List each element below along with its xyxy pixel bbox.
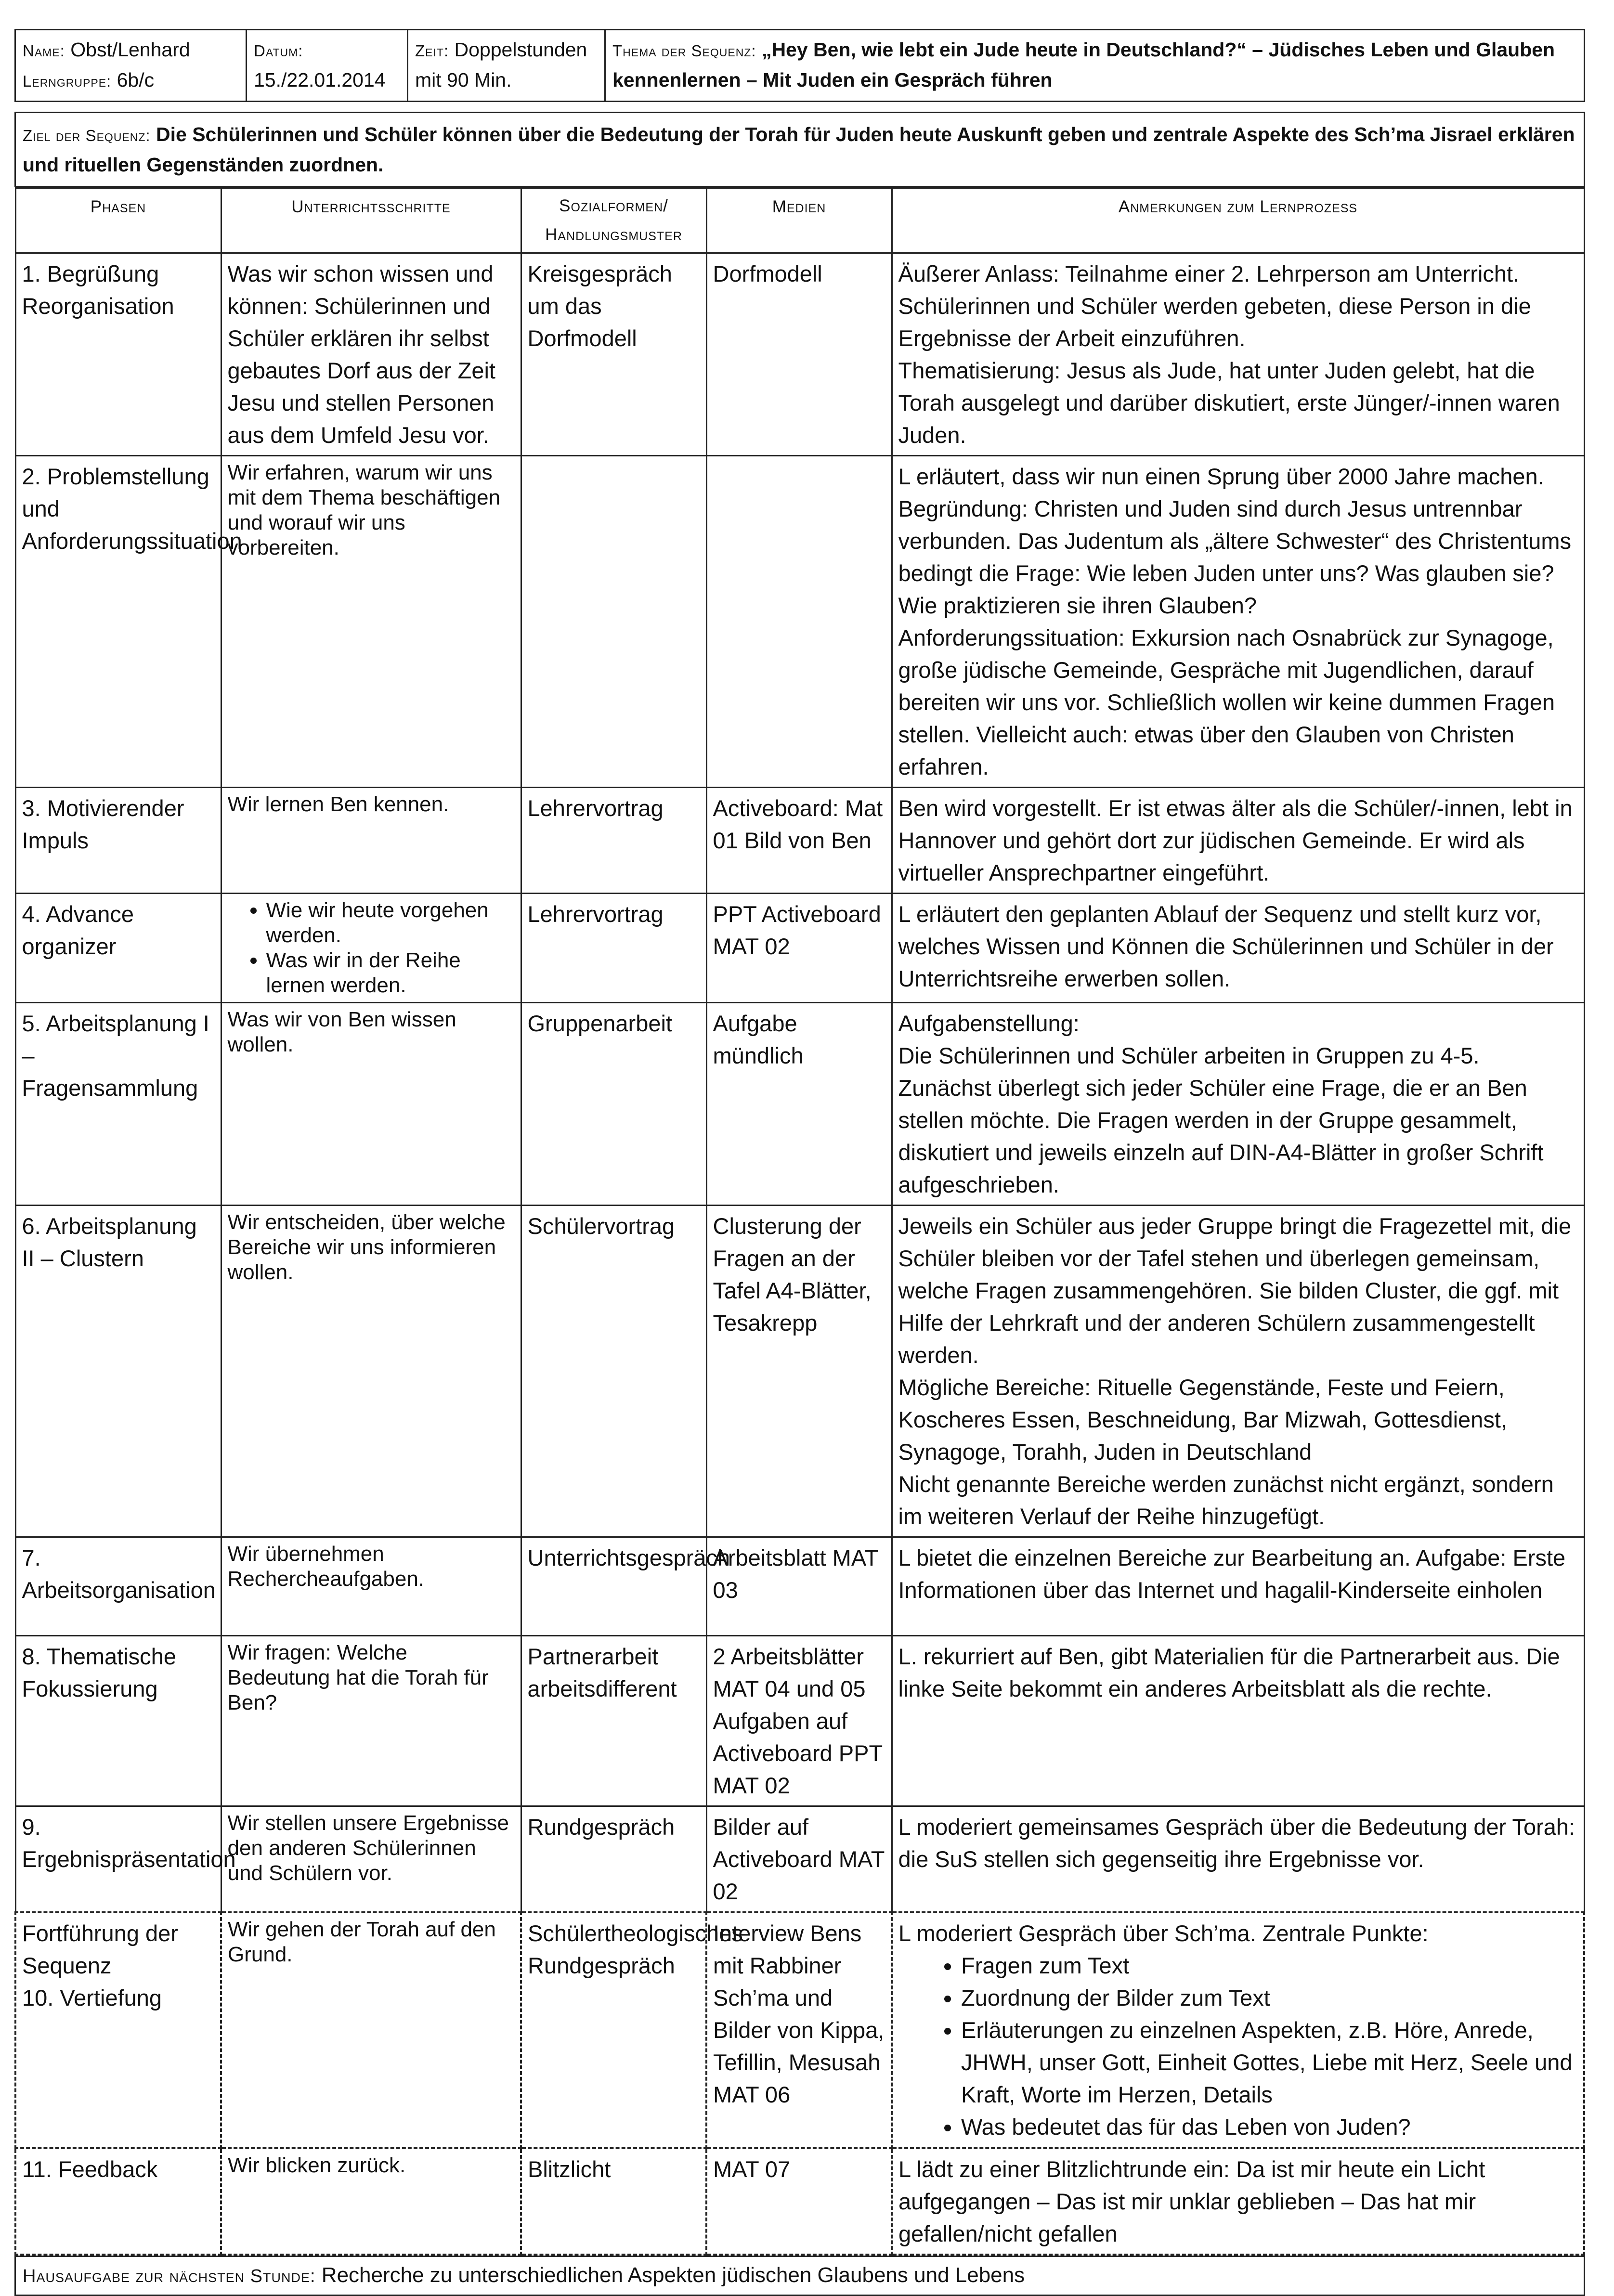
homework-text: Recherche zu unterschiedlichen Aspekten jüdischen Glaubens und Lebens — [321, 2263, 1025, 2287]
phase-cell: 7. Arbeitsorganisation — [15, 1537, 221, 1636]
phase-cell: 8. Thematische Fokussierung — [15, 1636, 221, 1806]
media-cell — [706, 456, 892, 788]
phase-cell: 2. Problemstellung und Anforderungssituation — [15, 456, 221, 788]
col-phases: Phasen — [15, 188, 221, 253]
list-item: • Zuordnung der Bilder zum Text — [961, 1982, 1577, 2014]
table-row — [15, 1912, 1584, 2148]
notes-cell: Ben wird vorgestellt. Er ist etwas älter als die Schüler/-innen, lebt in Hannover und gehört dort zur jüdischen Gemeinde. Er wird als virtueller Ansprechpartner eingeführt. — [892, 788, 1584, 894]
col-notes: Anmerkungen zum Lernprozess — [892, 188, 1584, 253]
steps-cell: Wir übernehmen Rechercheaufgaben. — [221, 1537, 521, 1636]
notes-cell: Jeweils ein Schüler aus jeder Gruppe bringt die Fragezettel mit, die Schüler bleiben vor der Tafel stehen und überlegen gemeinsam, welche Fragen zusammengehören. Sie bilden Cluster, die ggf. mit Hilfe der Lehrkraft und der anderen Schülern zusammengestellt werden. Mögliche Bereiche: Rituelle Gegenstände, Feste und Feiern, Koscheres Essen, Beschneidung, Bar Mizwah, Gottesdienst, Synagoge, Torahh, Juden in Deutschland Nicht genannte Bereiche werden zunächst nicht ergänzt, sondern im weiteren Verlauf der Reihe hinzugefügt. — [892, 1206, 1584, 1537]
table-row — [15, 1537, 1584, 1636]
col-social: Sozialformen/ Handlungsmuster — [521, 188, 706, 253]
media-cell: Arbeitsblatt MAT 03 — [706, 1537, 892, 1636]
table-row — [15, 1806, 1584, 1913]
phase-cell: 4. Advance organizer — [15, 894, 221, 1003]
time-cell: Zeit: Doppelstunden mit 90 Min. — [408, 30, 605, 102]
media-cell: 2 Arbeitsblätter MAT 04 und 05 Aufgaben auf Activeboard PPT MAT 02 — [706, 1636, 892, 1806]
steps-cell: Was wir schon wissen und können: Schülerinnen und Schüler erklären ihr selbst gebautes Dorf aus der Zeit Jesu und stellen Personen aus dem Umfeld Jesu vor. — [221, 253, 521, 456]
col-steps: Unterrichtsschritte — [221, 188, 521, 253]
table-row — [15, 253, 1584, 456]
notes-cell: L moderiert Gespräch über Sch’ma. Zentrale Punkte: • Fragen zum Text • Zuordnung der Bilder zum Text • Erläuterungen zu einzelnen Aspekten, z.B. Höre, Anrede, JHWH, unser Gott, Einheit Gottes, Liebe mit Herz, Seele und Kraft, Worte im Herzen, Details • Was bedeutet das für das Leben von Juden? — [892, 1912, 1584, 2148]
phase-cell: 3. Motivierender Impuls — [15, 788, 221, 894]
social-cell: Rundgespräch — [521, 1806, 706, 1913]
phase-cell: Fortführung der Sequenz 10. Vertiefung — [15, 1912, 221, 2148]
list-item: • Erläuterungen zu einzelnen Aspekten, z.B. Höre, Anrede, JHWH, unser Gott, Einheit Gottes, Liebe mit Herz, Seele und Kraft, Worte im Herzen, Details — [961, 2014, 1577, 2111]
phases-table — [14, 187, 1585, 2256]
goal-table — [14, 112, 1585, 187]
media-cell: MAT 07 — [706, 2148, 892, 2255]
list-item: • Fragen zum Text — [961, 1949, 1577, 1982]
social-cell: Blitzlicht — [521, 2148, 706, 2255]
table-row — [15, 2148, 1584, 2255]
steps-list — [228, 898, 515, 998]
list-item: • Was wir in der Reihe lernen werden. — [266, 948, 515, 998]
table-row — [15, 456, 1584, 788]
notes-list — [898, 1949, 1577, 2143]
steps-cell: Wir stellen unsere Ergebnisse den anderen Schülerinnen und Schülern vor. — [221, 1806, 521, 1913]
media-cell: PPT Activeboard MAT 02 — [706, 894, 892, 1003]
steps-cell: Was wir von Ben wissen wollen. — [221, 1003, 521, 1206]
table-row — [15, 788, 1584, 894]
list-item: • Was bedeutet das für das Leben von Juden? — [961, 2111, 1577, 2143]
date-value: 15./22.01.2014 — [254, 69, 386, 91]
steps-cell: Wir entscheiden, über welche Bereiche wir uns informieren wollen. — [221, 1206, 521, 1537]
steps-cell: Wir lernen Ben kennen. — [221, 788, 521, 894]
lesson-plan-page — [14, 29, 1585, 2296]
time-value: Doppelstunden mit 90 Min. — [415, 39, 587, 91]
notes-cell: Aufgabenstellung: Die Schülerinnen und Schüler arbeiten in Gruppen zu 4-5. Zunächst überlegt sich jeder Schüler eine Frage, die er an Ben stellen möchte. Die Fragen werden in der Gruppe gesammelt, diskutiert und jeweils einzeln auf DIN-A4-Blätter in großer Schrift aufgeschrieben. — [892, 1003, 1584, 1206]
notes-cell: L erläutert den geplanten Ablauf der Sequenz und stellt kurz vor, welches Wissen und Können die Schülerinnen und Schüler in der Unterrichtsreihe erwerben sollen. — [892, 894, 1584, 1003]
table-row — [15, 1003, 1584, 1206]
media-cell: Clusterung der Fragen an der Tafel A4-Blätter, Tesakrepp — [706, 1206, 892, 1537]
social-cell: Lehrervortrag — [521, 894, 706, 1003]
notes-cell: Äußerer Anlass: Teilnahme einer 2. Lehrperson am Unterricht. Schülerinnen und Schüler werden gebeten, diese Person in die Ergebnisse der Arbeit einzuführen. Thematisierung: Jesus als Jude, hat unter Juden gelebt, hat die Torah ausgelegt und darüber diskutiert, erste Jünger/-innen waren Juden. — [892, 253, 1584, 456]
social-cell: Schülervortrag — [521, 1206, 706, 1537]
table-row — [15, 1636, 1584, 1806]
media-cell: Activeboard: Mat 01 Bild von Ben — [706, 788, 892, 894]
notes-cell: L. rekurriert auf Ben, gibt Materialien für die Partnerarbeit aus. Die linke Seite bekommt ein anderes Arbeitsblatt als die rechte. — [892, 1636, 1584, 1806]
name-value: Obst/Lenhard — [70, 39, 190, 61]
media-cell: Aufgabe mündlich — [706, 1003, 892, 1206]
steps-cell: Wir fragen: Welche Bedeutung hat die Torah für Ben? — [221, 1636, 521, 1806]
phase-cell: 5. Arbeitsplanung I – Fragensammlung — [15, 1003, 221, 1206]
social-cell — [521, 456, 706, 788]
phase-cell: 11. Feedback — [15, 2148, 221, 2255]
table-row — [15, 894, 1584, 1003]
homework-table — [14, 2256, 1585, 2296]
steps-cell: Wir erfahren, warum wir uns mit dem Thema beschäftigen und worauf wir uns vorbereiten. — [221, 456, 521, 788]
phase-cell: 6. Arbeitsplanung II – Clustern — [15, 1206, 221, 1537]
goal-cell: Ziel der Sequenz: Die Schülerinnen und Schüler können über die Bedeutung der Torah für Juden heute Auskunft geben und zentrale Aspekte des Sch’ma Jisrael erklären und rituellen Gegenständen zuordnen. — [15, 113, 1585, 187]
social-cell: Lehrervortrag — [521, 788, 706, 894]
phase-cell: 9. Ergebnispräsentation — [15, 1806, 221, 1913]
media-cell: Dorfmodell — [706, 253, 892, 456]
phase-cell: 1. Begrüßung Reorganisation — [15, 253, 221, 456]
col-media: Medien — [706, 188, 892, 253]
social-cell: Unterrichtsgespräch — [521, 1537, 706, 1636]
social-cell: Gruppenarbeit — [521, 1003, 706, 1206]
date-cell: Datum: 15./22.01.2014 — [247, 30, 408, 102]
notes-cell: L erläutert, dass wir nun einen Sprung über 2000 Jahre machen. Begründung: Christen und Juden sind durch Jesus untrennbar verbunden. Das Judentum als „ältere Schwester“ des Christentums bedingt die Frage: Wie leben Juden unter uns? Was glauben sie? Wie praktizieren sie ihren Glauben? Anforderungssituation: Exkursion nach Osnabrück zur Synagoge, große jüdische Gemeinde, Gespräche mit Jugendlichen, darauf bereiten wir uns vor. Schließlich wollen wir keine dummen Fragen stellen. Vielleicht auch: etwas über den Glauben von Christen erfahren. — [892, 456, 1584, 788]
column-header-row — [15, 188, 1584, 253]
notes-cell: L lädt zu einer Blitzlichtrunde ein: Da ist mir heute ein Licht aufgegangen – Das ist mir unklar geblieben – Das hat mir gefallen/nicht gefallen — [892, 2148, 1584, 2255]
list-item: • Wie wir heute vorgehen werden. — [266, 898, 515, 948]
social-cell: Schülertheologisches Rundgespräch — [521, 1912, 706, 2148]
notes-cell: L moderiert gemeinsames Gespräch über die Bedeutung der Torah: die SuS stellen sich gegenseitig ihre Ergebnisse vor. — [892, 1806, 1584, 1913]
homework-cell: Hausaufgabe zur nächsten Stunde: Recherche zu unterschiedlichen Aspekten jüdischen Glaubens und Lebens — [15, 2257, 1585, 2296]
name-cell: Name: Obst/Lenhard Lerngruppe: 6b/c — [15, 30, 247, 102]
media-cell: Bilder auf Activeboard MAT 02 — [706, 1806, 892, 1913]
theme-cell: Thema der Sequenz: „Hey Ben, wie lebt ein Jude heute in Deutschland?“ – Jüdisches Leben und Glauben kennenlernen – Mit Juden ein Gespräch führen — [605, 30, 1585, 102]
steps-cell: Wir gehen der Torah auf den Grund. — [221, 1912, 521, 2148]
goal-text: Die Schülerinnen und Schüler können über die Bedeutung der Torah für Juden heute Auskunft geben und zentrale Aspekte des Sch’ma Jisrael erklären und rituellen Gegenständen zuordnen. — [23, 123, 1575, 176]
table-row — [15, 1206, 1584, 1537]
header-table — [14, 29, 1585, 102]
group-value: 6b/c — [117, 69, 155, 91]
media-cell: Interview Bens mit Rabbiner Sch’ma und Bilder von Kippa, Tefillin, Mesusah MAT 06 — [706, 1912, 892, 2148]
social-cell: Partnerarbeit arbeitsdifferent — [521, 1636, 706, 1806]
theme-value: „Hey Ben, wie lebt ein Jude heute in Deutschland?“ – Jüdisches Leben und Glauben kennenlernen – Mit Juden ein Gespräch führen — [612, 39, 1555, 91]
notes-cell: L bietet die einzelnen Bereiche zur Bearbeitung an. Aufgabe: Erste Informationen über das Internet und hagalil-Kinderseite einholen — [892, 1537, 1584, 1636]
steps-cell: Wir blicken zurück. — [221, 2148, 521, 2255]
social-cell: Kreisgespräch um das Dorfmodell — [521, 253, 706, 456]
steps-cell — [221, 894, 521, 1003]
